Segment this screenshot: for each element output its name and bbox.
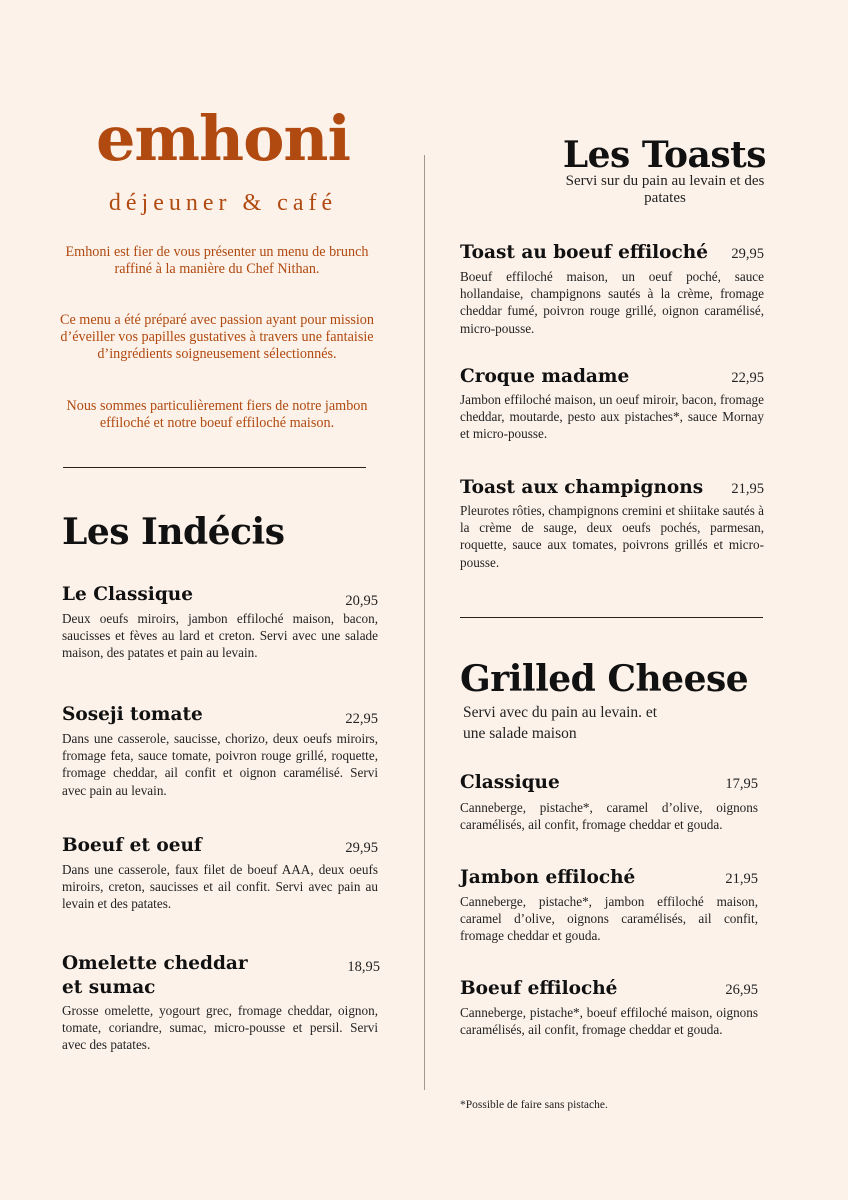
item-description: Pleurotes rôties, champignons cremini et shiitake sautés à la crème de sauge, deux oeufs pochés, parmesan, roquette, sauce aux tomates, poivrons grillés et micro-pousse. <box>460 503 764 570</box>
item-description: Canneberge, pistache*, jambon effiloché maison, caramel d’olive, oignons caramélisés, ail confit, fromage cheddar et gouda. <box>460 894 758 944</box>
item-description: Deux oeufs miroirs, jambon effiloché maison, bacon, saucisses et fèves au lard et creton. Servi avec une salade maison, des patates et pain au levain. <box>62 611 378 661</box>
divider <box>460 617 763 618</box>
item-name: Omelette cheddar et sumac <box>62 953 248 998</box>
item-description: Dans une casserole, saucisse, chorizo, deux oeufs miroirs, fromage feta, sauce tomate, poivron rouge grillé, roquette, fromage cheddar, ail confit et oignon caramélisé. Servi avec pain au levain. <box>62 731 378 798</box>
item-name: Toast aux champignons <box>460 477 704 498</box>
section-subtitle-grilled-cheese: Servi avec du pain au levain. et une salade maison <box>463 704 658 742</box>
item-description: Dans une casserole, faux filet de boeuf AAA, deux oeufs miroirs, creton, saucisses et ail confit. Servi avec pain au levain et des patates. <box>62 862 378 912</box>
item-description: Boeuf effiloché maison, un oeuf poché, sauce hollandaise, champignons sautés à la crème, fromage cheddar fumé, poivron rouge grillé, oignon caramélisé, micro-pousse. <box>460 269 764 336</box>
column-divider <box>424 155 425 1090</box>
item-description: Jambon effiloché maison, un oeuf miroir, bacon, fromage cheddar, moutarde, pesto aux pistaches*, sauce Mornay et micro-pousse. <box>460 392 764 442</box>
item-name: Soseji tomate <box>62 704 203 725</box>
intro-paragraph-1: Emhoni est fier de vous présenter un menu de brunch raffiné à la manière du Chef Nithan. <box>65 244 369 277</box>
footnote: *Possible de faire sans pistache. <box>460 1099 608 1111</box>
item-price: 18,95 <box>347 959 380 975</box>
brand-logo: emhoni <box>95 102 351 175</box>
divider <box>63 467 366 468</box>
item-description: Canneberge, pistache*, caramel d’olive, oignons caramélisés, ail confit, fromage cheddar et gouda. <box>460 800 758 833</box>
item-price: 22,95 <box>345 711 378 727</box>
item-price: 22,95 <box>731 370 764 386</box>
item-name: Boeuf et oeuf <box>62 835 202 856</box>
item-price: 20,95 <box>345 593 378 609</box>
item-name: Classique <box>460 772 560 793</box>
section-title-toasts: Les Toasts <box>562 134 766 176</box>
section-title-grilled-cheese: Grilled Cheese <box>460 658 749 700</box>
item-price: 26,95 <box>725 982 758 998</box>
item-price: 29,95 <box>731 246 764 262</box>
brand-tagline: déjeuner & café <box>108 190 338 216</box>
item-name: Boeuf effiloché <box>460 978 618 999</box>
item-name: Le Classique <box>62 584 193 605</box>
item-price: 17,95 <box>725 776 758 792</box>
item-price: 29,95 <box>345 840 378 856</box>
intro-paragraph-3: Nous sommes particulièrement fiers de notre jambon effiloché et notre boeuf effiloché maison. <box>66 398 368 431</box>
item-description: Grosse omelette, yogourt grec, fromage cheddar, oignon, tomate, coriandre, sumac, micro-pousse et persil. Servi avec des patates. <box>62 1003 378 1053</box>
item-name: Jambon effiloché <box>460 867 636 888</box>
intro-paragraph-2: Ce menu a été préparé avec passion ayant pour mission d’éveiller vos papilles gustatives à travers une fantaisie d’ingrédients soigneusement sélectionnés. <box>60 312 374 362</box>
section-title-indecis: Les Indécis <box>62 511 285 553</box>
item-price: 21,95 <box>725 871 758 887</box>
section-subtitle-toasts: Servi sur du pain au levain et des patates <box>565 173 765 206</box>
item-name: Toast au boeuf effiloché <box>460 242 708 263</box>
item-name: Croque madame <box>460 366 630 387</box>
item-price: 21,95 <box>731 481 764 497</box>
item-description: Canneberge, pistache*, boeuf effiloché maison, oignons caramélisés, ail confit, fromage cheddar et gouda. <box>460 1005 758 1038</box>
